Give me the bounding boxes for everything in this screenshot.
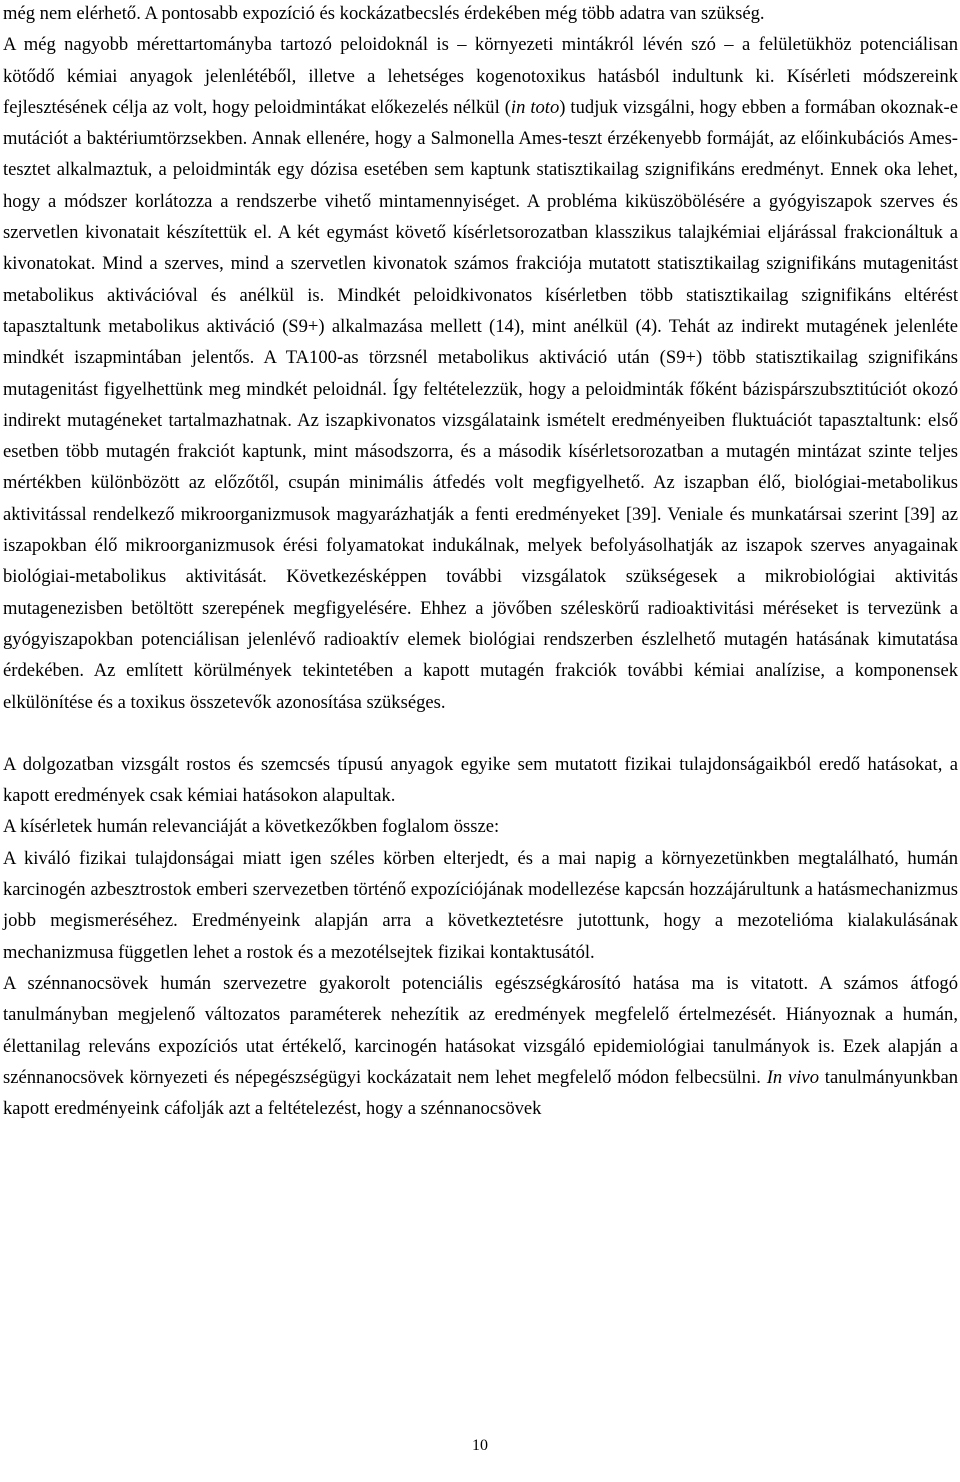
italic-text-run: In vivo [766,1066,819,1088]
text-run: még nem elérhető. A pontosabb expozíció és kockázatbecslés érdekében még több adatra van szükség. [3,3,765,24]
paragraph-asbestos [3,843,958,968]
document-page [3,0,958,1124]
text-run: tanulmányunkban kapott eredményeink cáfolják azt a feltételezést, hogy a szénnanocsövek [3,1066,959,1120]
italic-text-run: in toto [510,96,560,118]
paragraph-summary-intro [3,811,958,842]
text-run: A kiváló fizikai tulajdonságai miatt igen széles körben elterjedt, és a mai napig a környezetünkben megtalálható, humán karcinogén azbesztrostok emberi szervezetben történő expozíciójának modellezése kapcsán hozzájárultunk a hatásmechanizmus jobb megismeréséhez. Eredményeink alapján arra a következtetésre jutottunk, hogy a mezotelióma kialakulásának mechanizmusa független lehet a rostok és a mezotélsejtek fizikai kontaktusától. [3,847,958,963]
paragraph-physical-properties [3,749,958,812]
paragraph-intro [3,0,958,29]
text-run: A még nagyobb mérettartományba tartozó peloidoknál is – környezeti mintákról lévén szó – a felületükhöz potenciálisan kötődő kémiai anyagok jelenlétéből, illetve a lehetséges kogenotoxikus hatásból indultunk ki. Kísérleti módszereink fejlesztésének célja az volt, hogy peloidmintákat előkezelés nélkül ( [3,34,958,118]
paragraph-spacer [3,718,958,749]
text-run: A szénnanocsövek humán szervezetre gyakorolt potenciális egészségkárosító hatása ma is vitatott. A számos átfogó tanulmányban megjelenő változatos paraméterek nehezítik az eredmények megfelelő értelmezését. Hiányoznak a humán, élettanilag releváns expozíciós utat értékelő, karcinogén hatásokat vizsgáló epidemiológiai tanulmányok is. Ezek alapján a szénnanocsövek környezeti és népegészségügyi kockázatait nem lehet megfelelő módon felbecsülni. [3,972,958,1088]
text-run: A dolgozatban vizsgált rostos és szemcsés típusú anyagok egyike sem mutatott fizikai tulajdonságaikból eredő hatásokat, a kapott eredmények csak kémiai hatásokon alapultak. [3,753,958,807]
text-run: A kísérletek humán relevanciáját a következőkben foglalom össze: [3,816,500,838]
paragraph-carbon-nanotubes [3,968,958,1124]
text-run: ) tudjuk vizsgálni, hogy ebben a formában okoznak-e mutációt a baktériumtörzsekben. Annak ellenére, hogy a Salmonella Ames-teszt érzékenyebb formáját, az előinkubációs Ames-tesztet alkalmaztuk, a peloidminták egy dózisa esetében sem kaptunk statisztikailag szignifikáns eredményt. Ennek oka lehet, hogy a módszer korlátozza a rendszerbe vihető mintamennyiséget. A probléma kiküszöbölésére a gyógyiszapok szerves és szervetlen kivonatait készítettük el. A két egymást követő kísérletsorozatban klasszikus talajkémiai eljárással frakcionáltuk a kivonatokat. Mind a szerves, mind a szervetlen kivonatok számos frakciója mutatott statisztikailag szignifikáns mutagenitást metabolikus aktivációval és anélkül is. Mindkét peloidkivonatos kísérletben több statisztikailag szignifikáns eltérést tapasztaltunk metabolikus aktiváció (S9+) alkalmazása mellett (14), mint anélkül (4). Tehát az indirekt mutagének jelenléte mindkét iszapmintában jelentős. A TA100-as törzsnél metabolikus aktiváció után (S9+) több statisztikailag szignifikáns mutagenitást figyelhettünk meg mindkét peloidnál. Így feltételezzük, hogy a peloidminták főként bázispárszubsztitúciót okozó indirekt mutagéneket tartalmazhatnak. Az iszapkivonatos vizsgálataink ismételt eredményeiben fluktuációt tapasztaltunk: első esetben több mutagén frakciót kaptunk, mint másodszorra, és a második kísérletsorozatban a mutagén mintázat szinte teljes mértékben különbözött az előzőtől, csupán minimális átfedés volt megfigyelhető. Az iszapban élő, biológiai-metabolikus aktivitással rendelkező mikroorganizmusok magyarázhatják a fenti eredményeket [39]. Veniale és munkatársai szerint [39] az iszapokban élő mikroorganizmusok érési folyamatokat indukálnak, melyek befolyásolhatják az iszapok szerves anyagainak biológiai-metabolikus aktivitását. Következésképpen további vizsgálatok szükségesek a mikrobiológiai aktivitás mutagenezisben betöltött szerepének megfigyelésére. Ehhez a jövőben széleskörű radioaktivitási méréseket is tervezünk a gyógyiszapokban potenciálisan jelenlévő radioaktív elemek biológiai rendszerben észlelhető mutagén hatásának kimutatása érdekében. Az említett körülmények tekintetében a kapott mutagén frakciók további kémiai analízise, a komponensek elkülönítése és a toxikus összetevők azonosítása szükséges. [3,96,958,713]
page-number: 10 [472,1437,488,1454]
paragraph-peloid-experiments [3,29,958,718]
